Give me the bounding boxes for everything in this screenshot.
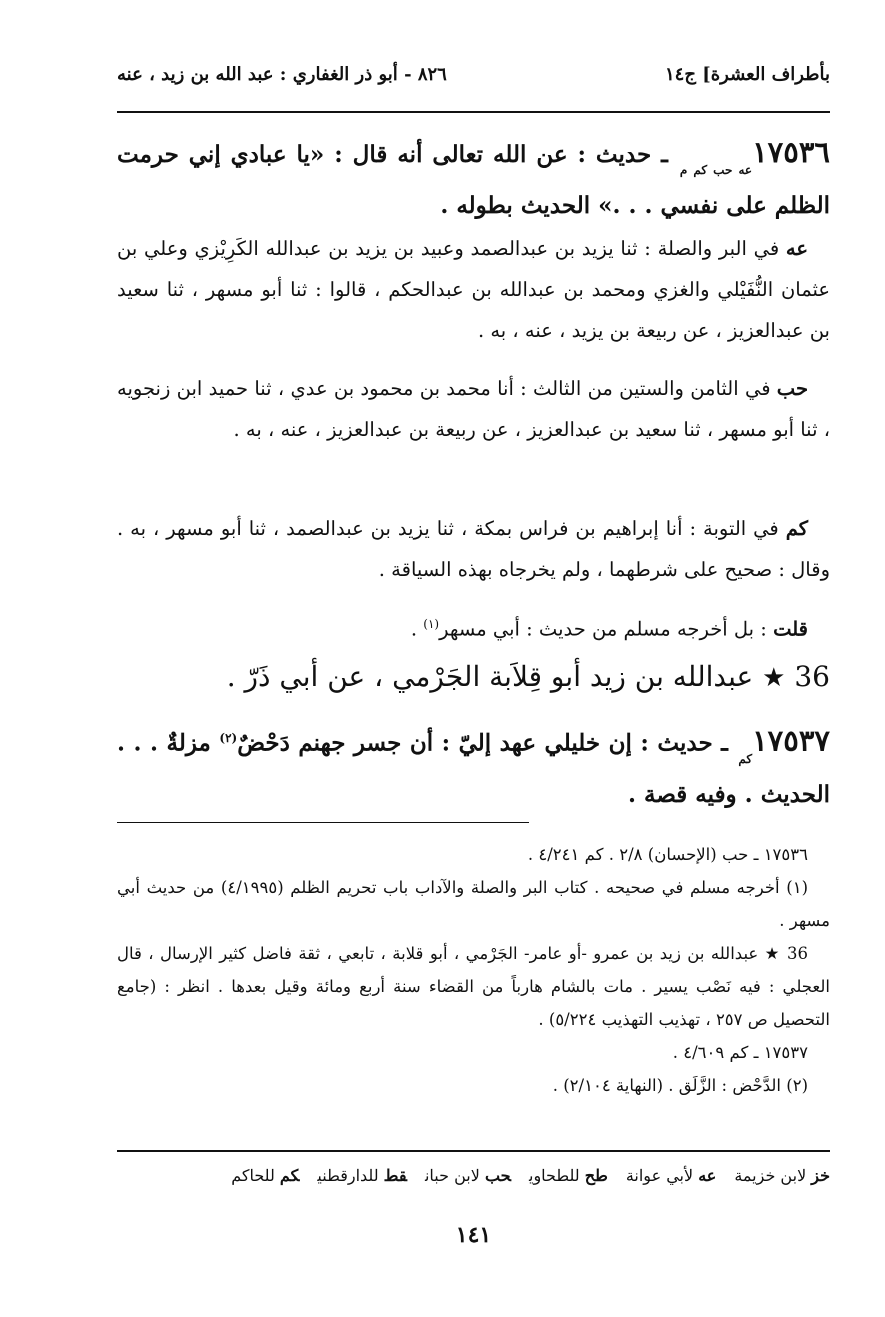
isnad-text: في الثامن والستين من الثالث : أنا محمد بن محمود بن عدي ، ثنا حميد ابن زنجويه ، ثنا أبو مسهر ، ثنا سعيد بن عبدالعزيز ، عن ربيعة بن عبدالعزيز ، عنه ، به .: [117, 377, 830, 441]
footnote-2: (٢) الدَّحْض : الزَّلَق . (النهاية ٢/١٠٤) .: [552, 1076, 808, 1095]
running-header: [117, 64, 830, 94]
isnad-siglum: كم: [785, 517, 808, 540]
isnad-paragraph-1: [117, 228, 830, 351]
hadith-sigla: كم: [738, 751, 753, 766]
footnote-mark-1: (١): [423, 617, 440, 631]
isnad-text: في التوبة : أنا إبراهيم بن فراس بمكة ، ثنا يزيد بن عبدالصمد ، ثنا أبو مسهر ، به . وقال : صحيح على شرطهما ، ولم يخرجاه بهذه السياقة .: [117, 517, 830, 581]
page-number: ١٤١: [455, 1222, 492, 1248]
isnad-text: في البر والصلة : ثنا يزيد بن عبدالصمد وعبيد بن يزيد بن عبدالله الكَرِيْزي وعلي بن عثمان النُّفَيْلي والغزي ومحمد بن عبدالله بن عبدالحكم ، قالوا : ثنا أبو مسهر ، ثنا سعيد بن عبدالعزيز ، عن ربيعة بن يزيد ، عنه ، به .: [117, 237, 830, 342]
isnad-paragraph-2: [117, 368, 830, 450]
note-label: قلت: [773, 617, 808, 641]
hadith-text: ـ حديث : إن خليلي عهد إليّ : أن جسر جهنم دَحْضٌ: [237, 729, 737, 757]
footnote-separator: [117, 822, 529, 823]
legend-rule: [117, 1150, 830, 1152]
narrator-name: عبدالله بن زيد أبو قِلاَبة الجَرْمي ، عن أبي ذَرّ .: [226, 660, 763, 693]
legend-item: كم للحاكم: [231, 1166, 300, 1185]
footnote-narrator-36: 36 ★ عبدالله بن زيد بن عمرو -أو عامر- الجَرْمي ، أبو قلابة ، تابعي ، ثقة فاضل كثير الإرسال ، قال العجلي : فيه نَصْب يسير . مات بالشام هارباً من القضاء سنة أربع ومائة وقيل بعدها . انظر : (جامع التحصيل ص ٢٥٧ ، تهذيب التهذيب ٥/٢٢٤) .: [117, 944, 830, 1029]
star-icon: ★: [762, 663, 786, 693]
hadith-number: ١٧٥٣٧: [752, 723, 830, 758]
footnote-ref-17536: ١٧٥٣٦ ـ حب (الإحسان) ٢/٨ . كم ٤/٢٤١ .: [527, 845, 808, 864]
note-tail: .: [410, 617, 424, 641]
note-text: : بل أخرجه مسلم من حديث : أبي مسهر: [439, 617, 774, 641]
header-narrator: ٨٢٦ - أبو ذر الغفاري : عبد الله بن زيد ، عنه: [117, 64, 447, 85]
hadith-number: ١٧٥٣٦: [752, 135, 830, 169]
header-book-title: بأطراف العشرة] ج١٤: [664, 64, 830, 85]
isnad-siglum: عه: [785, 237, 808, 260]
hadith-text: ـ حديث : عن الله تعالى أنه قال : «يا عبادي إني حرمت الظلم على نفسي . . .» الحديث بطوله .: [117, 141, 830, 219]
hadith-sigla: عه حب كم م: [679, 163, 753, 177]
legend-item: عه لأبي عوانة: [625, 1166, 717, 1185]
footnote-ref-17537: ١٧٥٣٧ ـ كم ٤/٦٠٩ .: [672, 1043, 808, 1062]
hadith-17537: [117, 714, 830, 819]
isnad-siglum: حب: [776, 377, 808, 400]
footnotes: [117, 838, 830, 1102]
footnote-1: (١) أخرجه مسلم في صحيحه . كتاب البر والصلة والآداب باب تحريم الظلم (٤/١٩٩٥) من حديث أبي مسهر .: [117, 878, 830, 930]
abbreviation-legend: [117, 1166, 830, 1185]
hadith-17536: [117, 128, 830, 230]
legend-item: قط للدارقطني: [317, 1166, 407, 1185]
isnad-paragraph-3: [117, 508, 830, 590]
header-rule: [117, 111, 830, 113]
narrator-number: 36: [794, 660, 830, 693]
editor-note: [117, 604, 830, 650]
legend-item: طح للطحاوي: [528, 1166, 608, 1185]
legend-item: حب لابن حبان: [424, 1166, 511, 1185]
hadith-text-tail: مزلةٌ . . . الحديث . وفيه قصة .: [117, 729, 830, 808]
document-page: [117, 0, 830, 1317]
legend-item: خز لابن خزيمة: [734, 1166, 830, 1185]
footnote-mark-2: (٢): [219, 731, 238, 745]
narrator-heading-36: [117, 652, 830, 703]
